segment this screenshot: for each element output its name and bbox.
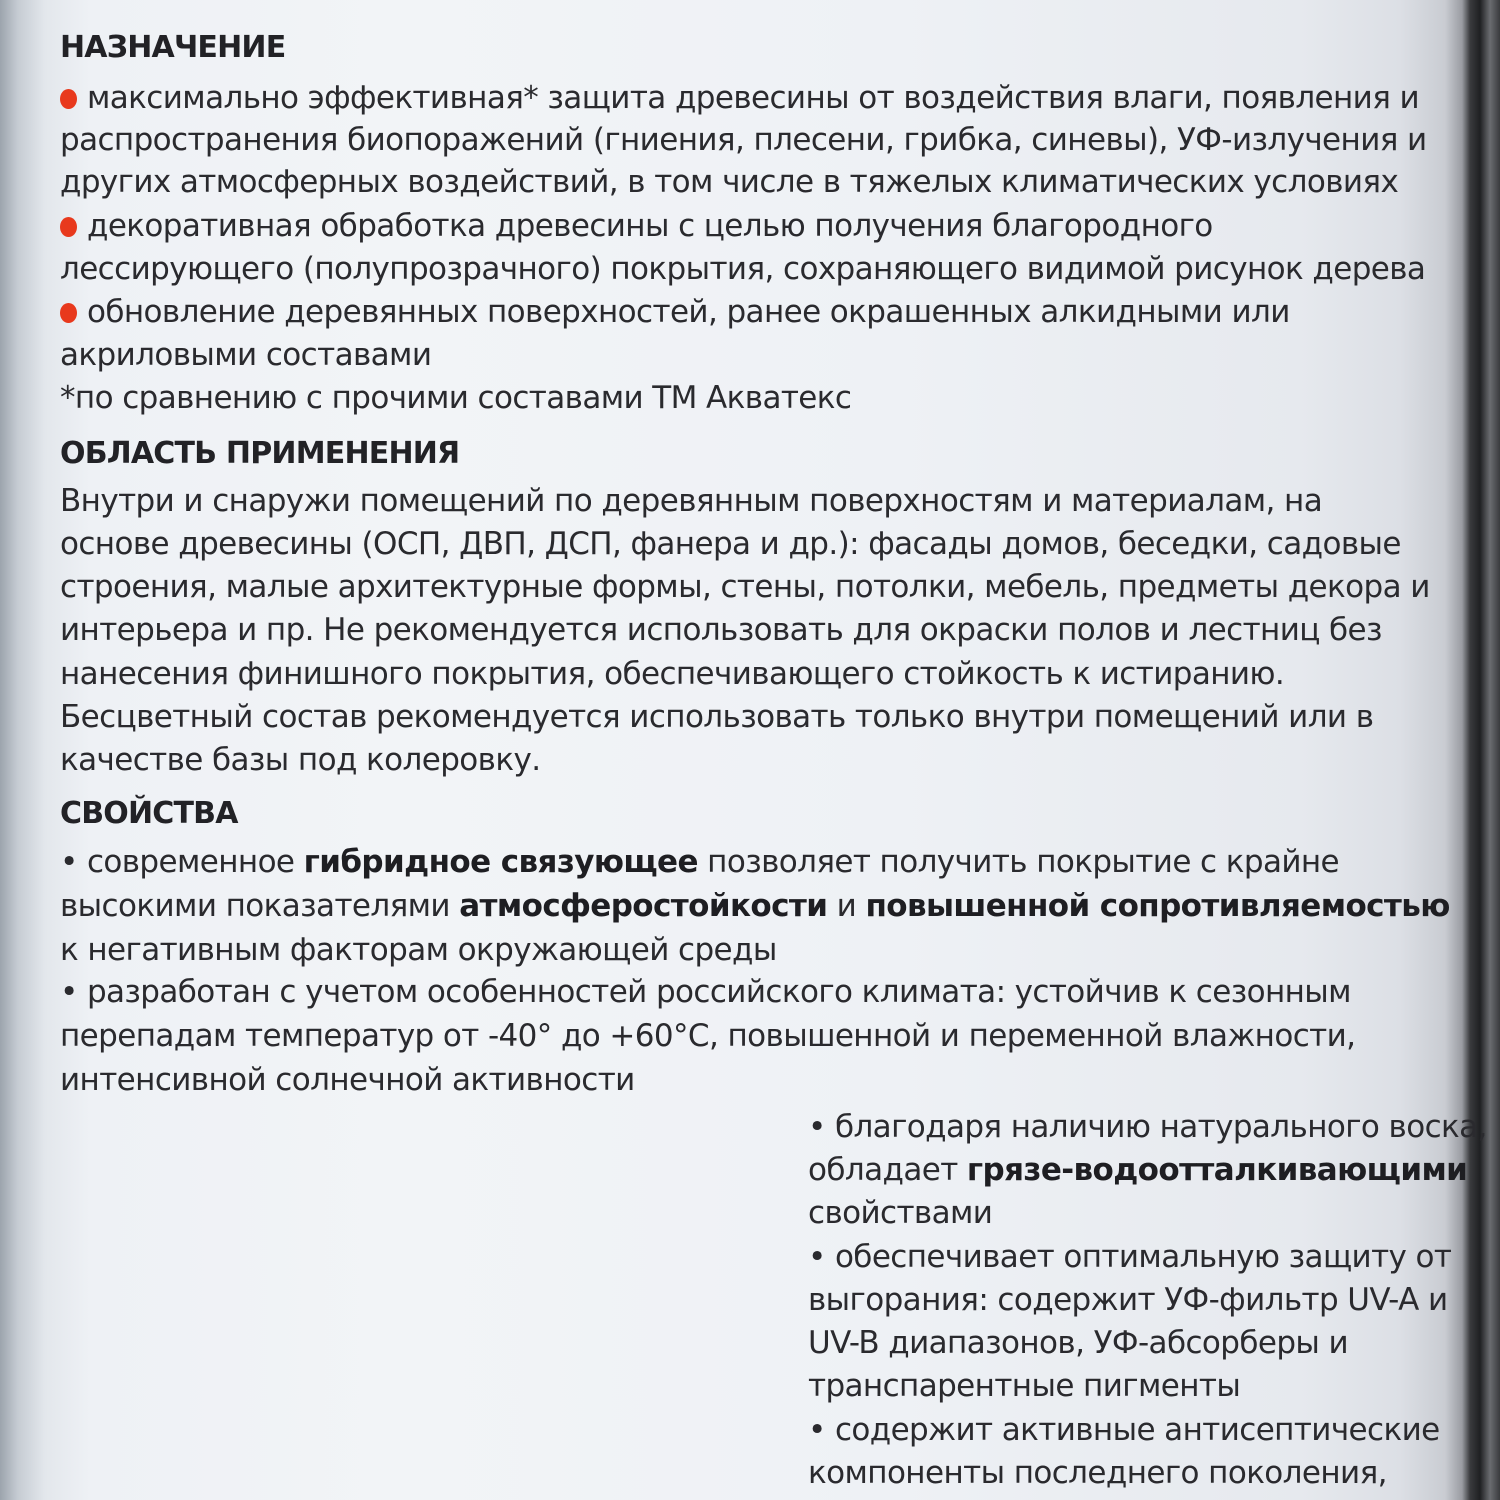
properties-line bbox=[60, 840, 1339, 884]
properties-column-line: • содержит активные антисептические bbox=[808, 1412, 1440, 1448]
properties-text: позволяет получить покрытие с крайне bbox=[697, 844, 1340, 880]
properties-bold-text: атмосферостойкости bbox=[459, 888, 828, 924]
application-line: строения, малые архитектурные формы, стены, потолки, мебель, предметы декора и bbox=[60, 569, 1430, 605]
properties-column-line: компоненты последнего поколения, bbox=[808, 1455, 1387, 1491]
purpose-line: акриловыми составами bbox=[60, 337, 432, 373]
properties-column-line bbox=[808, 1148, 1467, 1192]
properties-column-line: UV-B диапазонов, УФ-абсорберы и bbox=[808, 1325, 1349, 1361]
properties-bold-text: гибридное связующее bbox=[303, 844, 698, 880]
properties-line bbox=[60, 884, 1450, 928]
properties-bold-text: грязе-водоотталкивающими bbox=[966, 1152, 1468, 1188]
properties-text: обладает bbox=[808, 1152, 967, 1188]
red-bullet-icon bbox=[60, 303, 77, 323]
properties-column-line: • благодаря наличию натурального воска, bbox=[808, 1109, 1487, 1145]
application-line: интерьера и пр. Не рекомендуется использовать для окраски полов и лестниц без bbox=[60, 612, 1382, 648]
properties-bold-text: повышенной сопротивляемостью bbox=[865, 888, 1450, 924]
application-line: Внутри и снаружи помещений по деревянным поверхностям и материалам, на bbox=[60, 483, 1323, 519]
purpose-text: декоративная обработка древесины с целью получения благородного bbox=[87, 208, 1213, 244]
application-line: качестве базы под колеровку. bbox=[60, 742, 541, 778]
properties-line: перепадам температур от -40° до +60°С, повышенной и переменной влажности, bbox=[60, 1018, 1356, 1054]
red-bullet-icon bbox=[60, 217, 77, 237]
properties-text: и bbox=[827, 888, 866, 924]
properties-text: высокими показателями bbox=[60, 888, 460, 924]
properties-column-line: транспарентные пигменты bbox=[808, 1368, 1241, 1404]
purpose-item-1 bbox=[60, 76, 1419, 120]
red-bullet-icon bbox=[60, 89, 77, 109]
application-line: нанесения финишного покрытия, обеспечивающего стойкость к истиранию. bbox=[60, 656, 1285, 692]
application-heading: ОБЛАСТЬ ПРИМЕНЕНИЯ bbox=[60, 436, 460, 471]
properties-column-line: свойствами bbox=[808, 1195, 993, 1231]
purpose-item-2 bbox=[60, 204, 1213, 248]
properties-column-line: • обеспечивает оптимальную защиту от bbox=[808, 1239, 1452, 1275]
application-line: основе древесины (ОСП, ДВП, ДСП, фанера и др.): фасады домов, беседки, садовые bbox=[60, 526, 1401, 562]
purpose-heading: НАЗНАЧЕНИЕ bbox=[60, 30, 286, 65]
purpose-line: лессирующего (полупрозрачного) покрытия, сохраняющего видимой рисунок дерева bbox=[60, 251, 1426, 287]
properties-line: • разработан с учетом особенностей российского климата: устойчив к сезонным bbox=[60, 974, 1351, 1010]
properties-line: интенсивной солнечной активности bbox=[60, 1062, 635, 1098]
purpose-line: распространения биопоражений (гниения, плесени, грибка, синевы), УФ-излучения и bbox=[60, 122, 1427, 158]
properties-column-line: выгорания: содержит УФ-фильтр UV-A и bbox=[808, 1282, 1448, 1318]
properties-heading: СВОЙСТВА bbox=[60, 796, 238, 831]
properties-line: к негативным факторам окружающей среды bbox=[60, 932, 777, 968]
purpose-footnote: *по сравнению с прочими составами ТМ Акватекс bbox=[60, 380, 852, 416]
application-line: Бесцветный состав рекомендуется использовать только внутри помещений или в bbox=[60, 699, 1374, 735]
properties-text: • современное bbox=[60, 844, 304, 880]
purpose-line: других атмосферных воздействий, в том числе в тяжелых климатических условиях bbox=[60, 164, 1399, 200]
purpose-text: обновление деревянных поверхностей, ранее окрашенных алкидными или bbox=[87, 294, 1290, 330]
purpose-item-3 bbox=[60, 290, 1290, 334]
purpose-text: максимально эффективная* защита древесины от воздействия влаги, появления и bbox=[87, 80, 1420, 116]
